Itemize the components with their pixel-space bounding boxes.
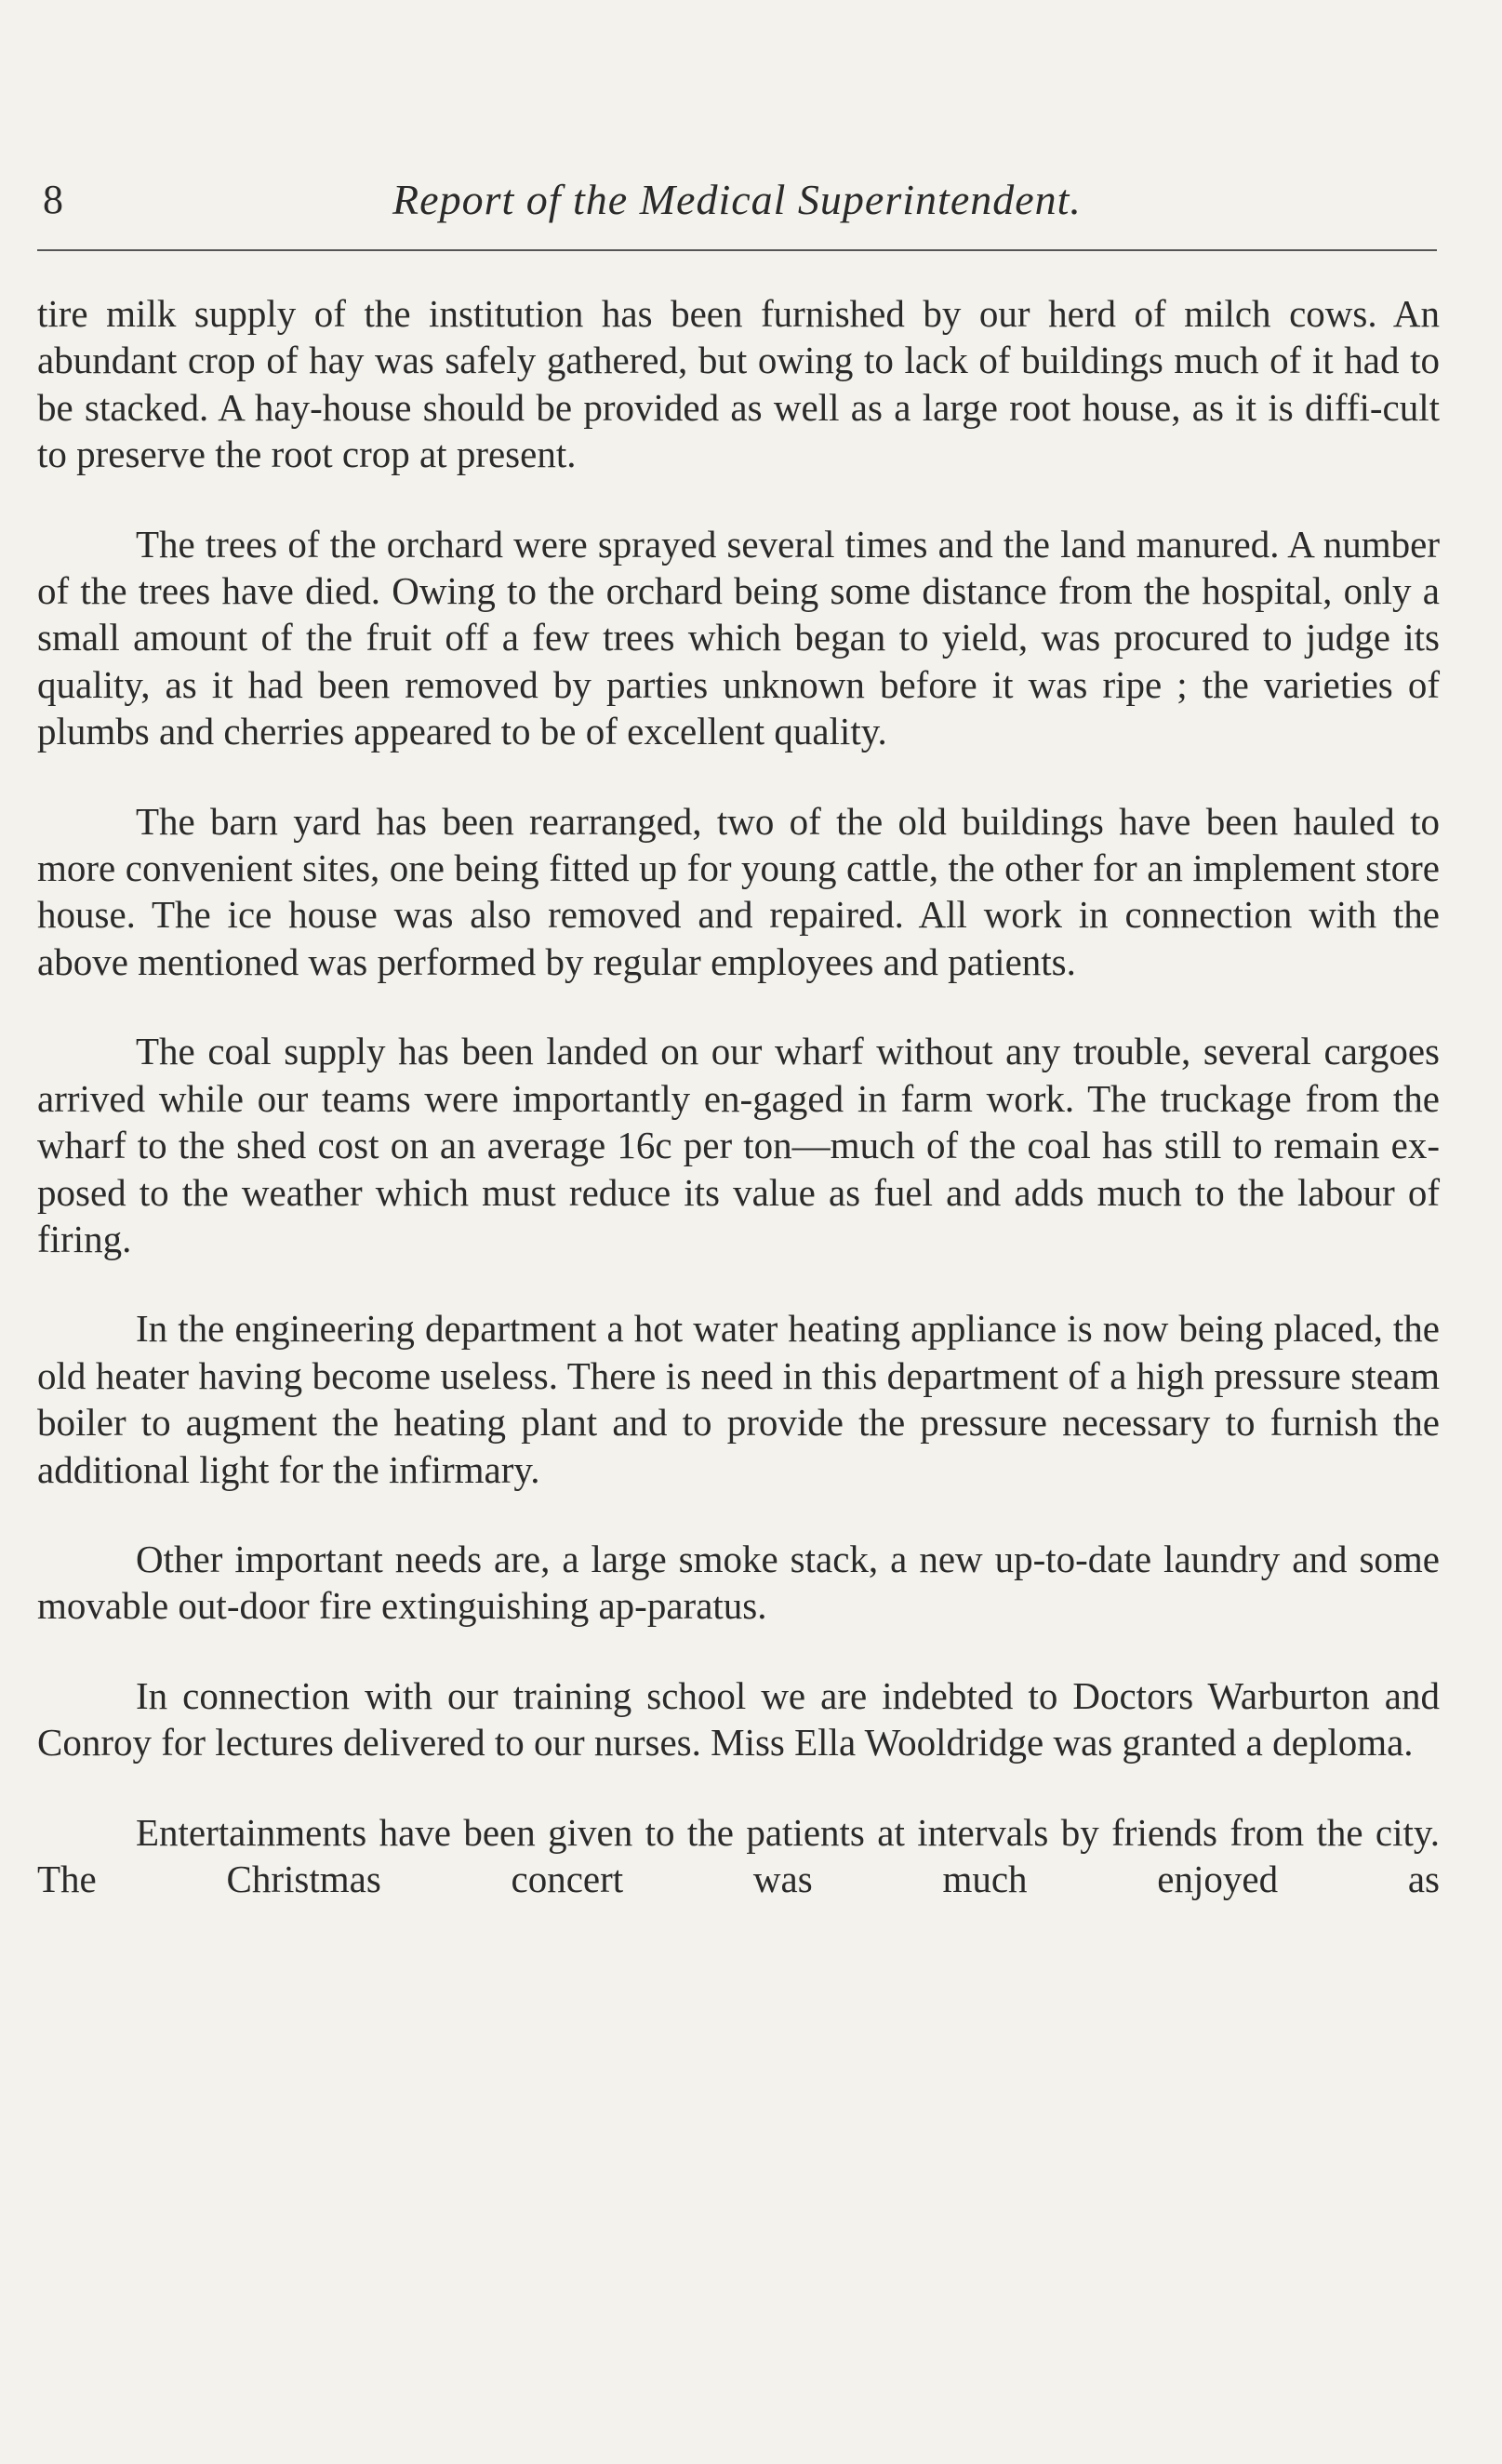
paragraph-important-needs: Other important needs are, a large smoke stack, a new up-to-date laundry and some movable out-door fire extinguishing ap-paratus. xyxy=(37,1537,1440,1628)
paragraph-milk-supply: tire milk supply of the institution has been furnished by our herd of milch cows. An abundant crop of hay was safely gathered, but owing to lack of buildings much of it had to be stacked. A hay-house should be provided as well as a large root house, as it is diffi-cult to preserve the root crop at present. xyxy=(37,292,1440,476)
page-header xyxy=(37,172,1437,237)
paragraph-entertainments: Entertainments have been given to the patients at intervals by friends from the city. The Christmas concert was much enjoyed as xyxy=(37,1810,1440,1900)
header-rule xyxy=(37,249,1437,251)
running-title: Report of the Medical Superintendent. xyxy=(392,176,1082,223)
paragraph-engineering: In the engineering department a hot water heating appliance is now being placed, the old heater having become useless. There is need in this department of a high pressure steam boiler to augment the heating plant and to provide the pressure necessary to furnish the additional light for the infirmary. xyxy=(37,1307,1440,1491)
page-number: 8 xyxy=(43,177,63,222)
body-text xyxy=(37,290,1440,1945)
paragraph-coal-supply: The coal supply has been landed on our wharf without any trouble, several cargoes arrived while our teams were importantly en-gaged in farm work. The truckage from the wharf to the shed cost on an average 16c per ton—much of the coal has still to remain ex-posed to the weather which must reduce its value as fuel and adds much to the labour of firing. xyxy=(37,1030,1440,1260)
paragraph-barn-yard: The barn yard has been rearranged, two of the old buildings have been hauled to more convenient sites, one being fitted up for young cattle, the other for an implement store house. The ice house was also removed and repaired. All work in connection with the above mentioned was performed by regular employees and patients. xyxy=(37,799,1440,983)
paragraph-training-school: In connection with our training school we are indebted to Doctors Warburton and Conroy for lectures delivered to our nurses. Miss Ella Wooldridge was granted a deploma. xyxy=(37,1673,1440,1765)
paragraph-orchard: The trees of the orchard were sprayed several times and the land manured. A number of the trees have died. Owing to the orchard being some distance from the hospital, only a small amount of the fruit off a few trees which began to yield, was procured to judge its quality, as it had been removed by parties unknown before it was ripe ; the varieties of plumbs and cherries appeared to be of excellent quality. xyxy=(37,522,1440,753)
